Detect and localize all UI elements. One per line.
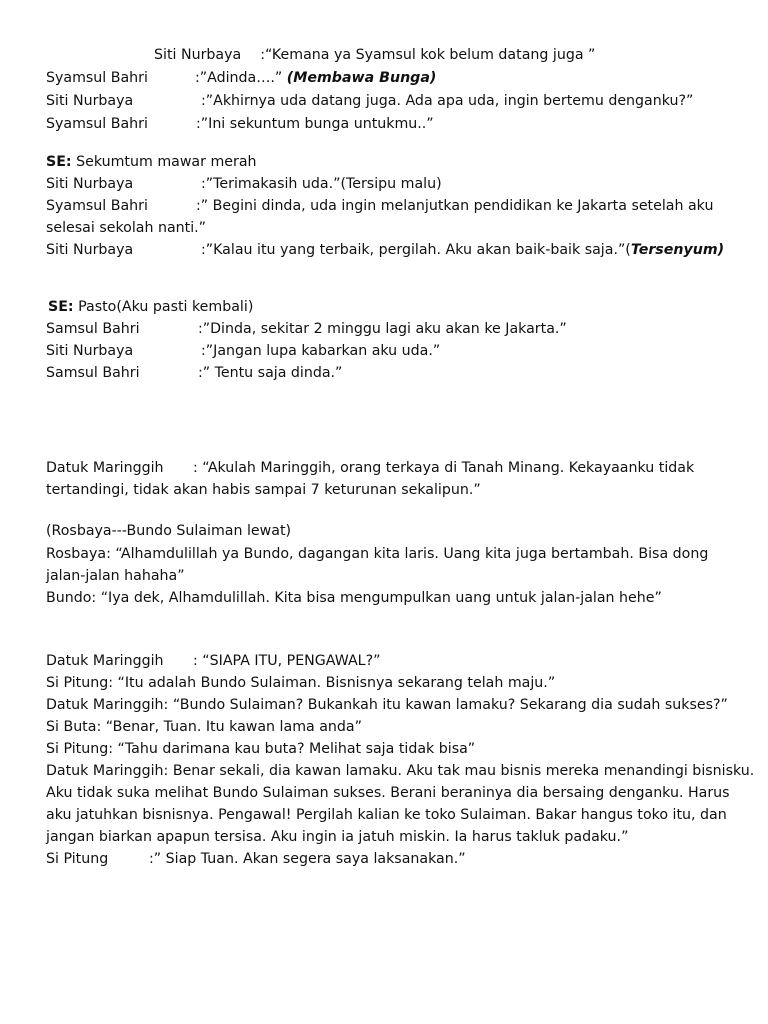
separator: : — [260, 47, 266, 63]
separator: : — [193, 653, 198, 669]
dialogue-line-continuation — [46, 217, 206, 239]
speaker-name: Syamsul Bahri — [46, 198, 148, 214]
dialogue-line — [46, 848, 466, 870]
speaker-name: Datuk Maringgih — [46, 460, 164, 476]
separator: : — [193, 460, 198, 476]
speaker-name: Siti Nurbaya — [154, 47, 242, 63]
speaker-name: Siti Nurbaya — [46, 93, 134, 109]
se-label: SE: — [48, 299, 74, 315]
separator: : — [201, 242, 206, 258]
dialogue-line — [46, 67, 436, 89]
stage-direction-line: (Rosbaya---Bundo Sulaiman lewat) — [46, 523, 292, 539]
se-text: Sekumtum mawar merah — [71, 154, 257, 170]
dialogue-line — [46, 239, 724, 261]
dialogue-line — [46, 362, 342, 384]
dialogue-text: “Akulah Maringgih, orang terkaya di Tanah Minang. Kekayaanku tidak — [202, 460, 695, 476]
dialogue-line-continuation: aku jatuhkan bisnisnya. Pengawal! Pergilah kalian ke toko Sulaiman. Bakar hangus toko itu, dan — [46, 807, 727, 823]
dialogue-line — [154, 44, 595, 66]
dialogue-line — [46, 318, 567, 340]
separator: : — [149, 851, 154, 867]
dialogue-text: selesai sekolah nanti.” — [46, 220, 207, 236]
dialogue-text: ”Dinda, sekitar 2 minggu lagi aku akan ke Jakarta.” — [202, 321, 567, 337]
separator: : — [201, 93, 206, 109]
dialogue-text: “SIAPA ITU, PENGAWAL?” — [202, 653, 381, 669]
dialogue-text: ”Terimakasih uda.”(Tersipu malu) — [205, 176, 442, 192]
speaker-name: Syamsul Bahri — [46, 116, 148, 132]
dialogue-line: Si Pitung: “Itu adalah Bundo Sulaiman. Bisnisnya sekarang telah maju.” — [46, 675, 556, 691]
dialogue-line: Bundo: “Iya dek, Alhamdulillah. Kita bisa mengumpulkan uang untuk jalan-jalan hehe” — [46, 590, 662, 606]
se-label: SE: — [46, 154, 72, 170]
stage-direction: (Membawa Bunga) — [286, 70, 437, 86]
dialogue-text: ” Siap Tuan. Akan segera saya laksanakan.” — [153, 851, 466, 867]
dialogue-text: ”Adinda….” — [199, 70, 283, 86]
se-text: Pasto(Aku pasti kembali) — [73, 299, 254, 315]
dialogue-line — [46, 195, 713, 217]
speaker-name: Si Pitung — [46, 851, 109, 867]
dialogue-line — [46, 90, 693, 112]
speaker-name: Syamsul Bahri — [46, 70, 148, 86]
dialogue-text: tertandingi, tidak akan habis sampai 7 keturunan sekalipun.” — [46, 482, 481, 498]
sound-effect-line — [46, 151, 257, 173]
separator: : — [198, 321, 203, 337]
sound-effect-line — [48, 296, 253, 318]
stage-direction: Tersenyum) — [630, 242, 725, 258]
separator: : — [201, 176, 206, 192]
dialogue-line: Datuk Maringgih: “Bundo Sulaiman? Bukankah itu kawan lamaku? Sekarang dia sudah sukses?” — [46, 697, 728, 713]
speaker-name: Samsul Bahri — [46, 321, 140, 337]
speaker-name: Siti Nurbaya — [46, 176, 134, 192]
dialogue-line: Si Buta: “Benar, Tuan. Itu kawan lama anda” — [46, 719, 362, 735]
dialogue-line: Rosbaya: “Alhamdulillah ya Bundo, dagangan kita laris. Uang kita juga bertambah. Bisa dong — [46, 546, 709, 562]
dialogue-line-continuation: jalan-jalan hahaha” — [46, 568, 185, 584]
dialogue-line — [46, 173, 442, 195]
separator: : — [198, 365, 203, 381]
dialogue-text: ”Ini sekuntum bunga untukmu..” — [200, 116, 434, 132]
separator: : — [195, 70, 200, 86]
separator: : — [201, 343, 206, 359]
separator: : — [196, 116, 201, 132]
speaker-name: Datuk Maringgih — [46, 653, 164, 669]
speaker-name: Samsul Bahri — [46, 365, 140, 381]
separator: : — [196, 198, 201, 214]
dialogue-line — [46, 650, 380, 672]
speaker-name: Siti Nurbaya — [46, 242, 134, 258]
dialogue-line: Si Pitung: “Tahu darimana kau buta? Melihat saja tidak bisa” — [46, 741, 476, 757]
dialogue-text: ”Kalau itu yang terbaik, pergilah. Aku akan baik-baik saja.”( — [205, 242, 631, 258]
dialogue-text: ”Akhirnya uda datang juga. Ada apa uda, ingin bertemu denganku?” — [205, 93, 694, 109]
dialogue-text: ” Begini dinda, uda ingin melanjutkan pendidikan ke Jakarta setelah aku — [200, 198, 714, 214]
dialogue-line-continuation: Aku tidak suka melihat Bundo Sulaiman sukses. Berani beraninya dia bersaing denganku. Harus — [46, 785, 730, 801]
dialogue-line — [46, 113, 434, 135]
dialogue-line-continuation — [46, 479, 481, 501]
dialogue-text: ”Jangan lupa kabarkan aku uda.” — [205, 343, 441, 359]
dialogue-line — [46, 340, 440, 362]
dialogue-line-continuation: jangan biarkan apapun tersisa. Aku ingin ia jatuh miskin. Ia harus takluk padaku.” — [46, 829, 629, 845]
dialogue-line — [46, 457, 694, 479]
dialogue-text: ” Tentu saja dinda.” — [202, 365, 343, 381]
dialogue-line: Datuk Maringgih: Benar sekali, dia kawan lamaku. Aku tak mau bisnis mereka menandingi bisnisku. — [46, 763, 755, 779]
dialogue-text: “Kemana ya Syamsul kok belum datang juga ” — [265, 47, 596, 63]
speaker-name: Siti Nurbaya — [46, 343, 134, 359]
